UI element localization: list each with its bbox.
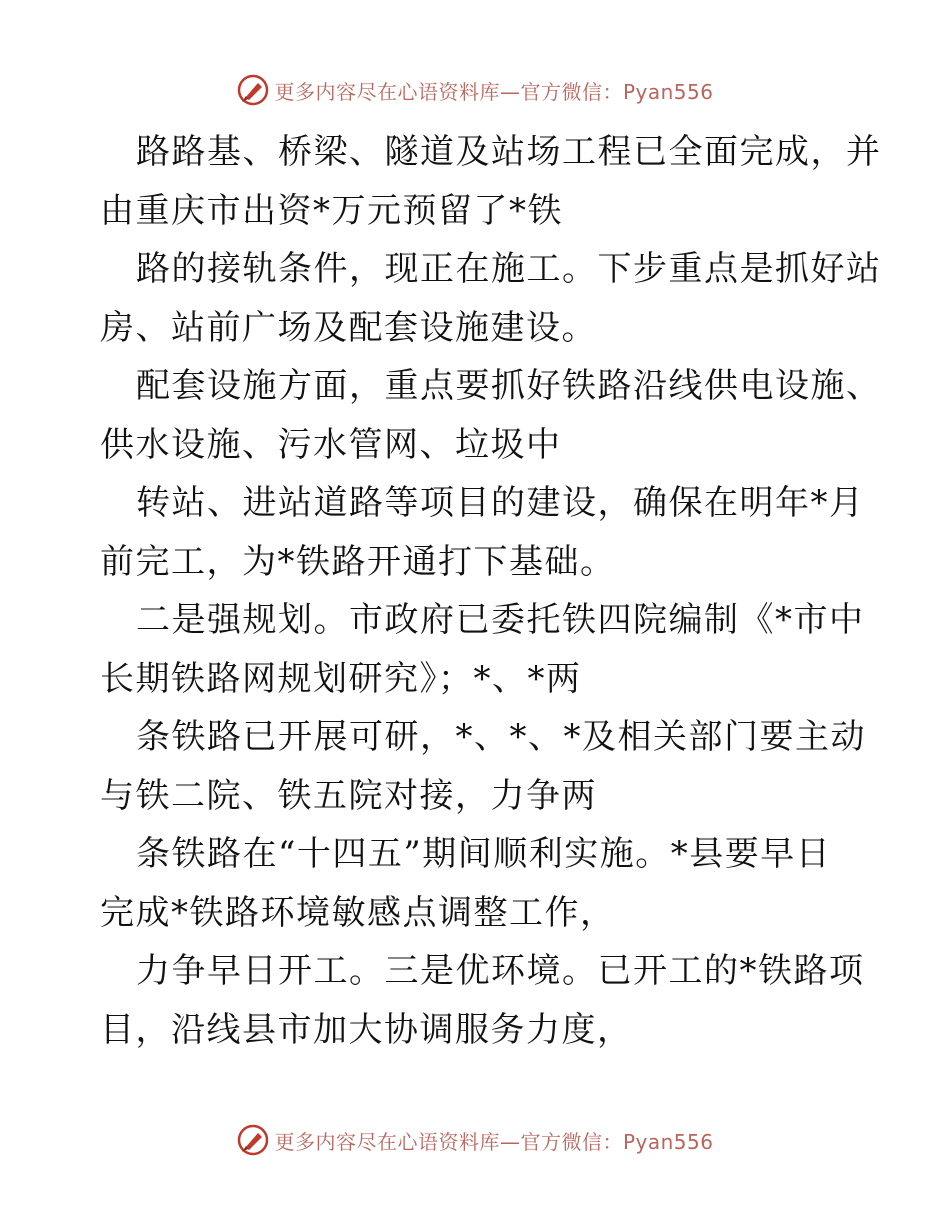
paragraph-line: 与铁二院、铁五院对接，力争两 <box>100 775 597 816</box>
footer-watermark <box>0 1120 950 1160</box>
paragraph <box>100 942 865 1059</box>
paragraph-line: 目，沿线县市加大协调服务力度， <box>100 1009 633 1050</box>
paragraph-line: 条铁路在“十四五”期间顺利实施。*县要早日 <box>136 834 832 874</box>
paragraph <box>100 474 865 591</box>
header-watermark <box>0 70 950 110</box>
paragraph-line: 力争早日开工。三是优环境。已开工的*铁路项 <box>136 951 865 991</box>
watermark-text: 更多内容尽在心语资料库—官方微信：Pyan556 <box>274 79 714 104</box>
paragraph-line: 路路基、桥梁、隧道及站场工程已全面完成，并 <box>136 132 882 172</box>
paragraph-line: 二是强规划。市政府已委托铁四院编制《*市中 <box>136 600 865 640</box>
paragraph <box>100 123 882 240</box>
watermark-text: 更多内容尽在心语资料库—官方微信：Pyan556 <box>274 1129 714 1154</box>
paragraph <box>100 825 860 942</box>
pen-nib-icon <box>236 1123 270 1157</box>
document-body <box>100 123 882 1059</box>
paragraph <box>100 240 882 357</box>
paragraph <box>100 357 882 474</box>
paragraph-line: 条铁路已开展可研，*、*、*及相关部门要主动 <box>136 717 866 757</box>
paragraph <box>100 708 866 825</box>
pen-nib-icon <box>236 73 270 107</box>
paragraph-line: 长期铁路网规划研究》；*、*两 <box>100 658 582 699</box>
paragraph-line: 路的接轨条件，现正在施工。下步重点是抓好站 <box>136 249 882 289</box>
paragraph-line: 前完工，为*铁路开通打下基础。 <box>100 541 616 582</box>
paragraph-line: 由重庆市出资*万元预留了*铁 <box>100 190 563 231</box>
paragraph-line: 完成*铁路环境敏感点调整工作， <box>100 892 616 933</box>
paragraph <box>100 591 865 708</box>
paragraph-line: 配套设施方面，重点要抓好铁路沿线供电设施、 <box>136 366 882 406</box>
paragraph-line: 房、站前广场及配套设施建设。 <box>100 307 597 348</box>
paragraph-line: 转站、进站道路等项目的建设，确保在明年*月 <box>136 483 865 523</box>
paragraph-line: 供水设施、污水管网、垃圾中 <box>100 424 562 465</box>
